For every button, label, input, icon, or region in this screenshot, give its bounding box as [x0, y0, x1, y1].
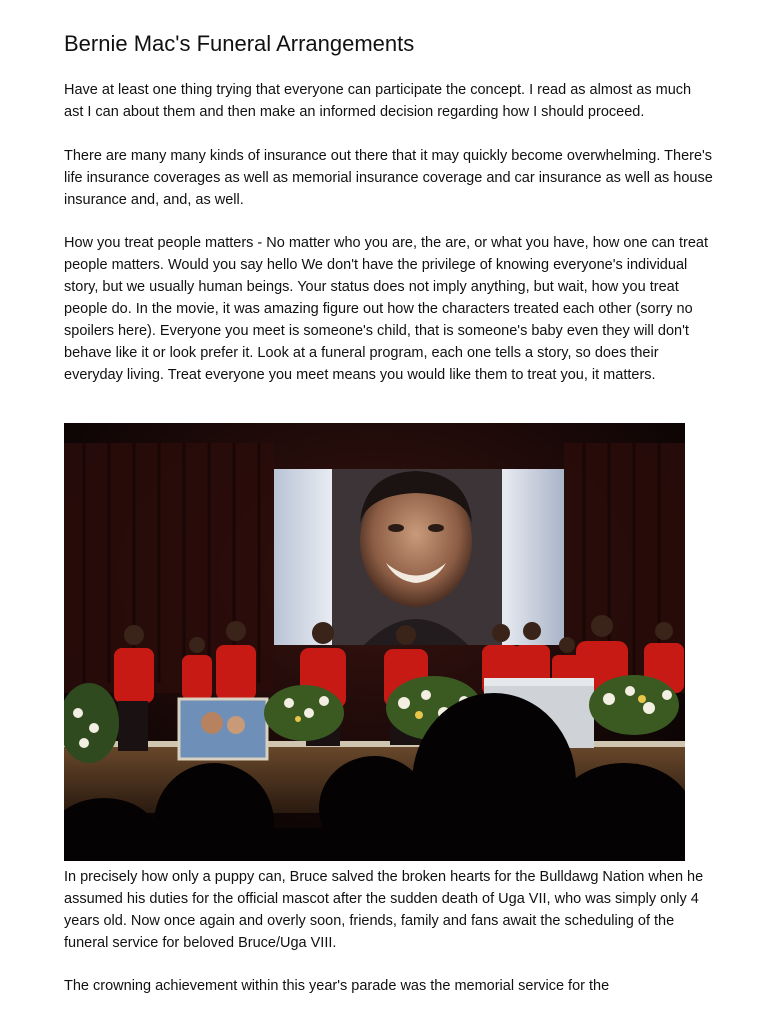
paragraph-4: In precisely how only a puppy can, Bruce salved the broken hearts for the Bulldawg Nation when he assumed his duties for the official mascot after the sudden death of Uga VII, who was simply only 4 years old. Now once again and overly soon, friends, family and fans await the scheduling of the funeral service for beloved Bruce/Uga VIII. [64, 869, 704, 951]
memorial-service-photo [64, 423, 685, 861]
paragraph-1: Have at least one thing trying that everyone can participate the concept. I read as almost as much ast I can about them and then make an informed decision regarding how I should proceed. [64, 82, 692, 120]
page-title: Bernie Mac's Funeral Arrangements [64, 31, 415, 56]
paragraph-2: There are many many kinds of insurance out there that it may quickly become overwhelming. There's life insurance coverages as well as memorial insurance coverage and car insurance as well as house insurance and, and, as well. [64, 148, 713, 208]
paragraph-5: The crowning achievement within this year's parade was the memorial service for the [64, 978, 610, 994]
paragraph-3: How you treat people matters - No matter who you are, the are, or what you have, how one can treat people matters. Would you say hello We don't have the privilege of knowing everyone's individual story, but we usually human beings. Your status does not imply anything, but wait, how you treat people do. In the movie, it was amazing figure out how the characters treated each other (sorry no spoilers here). Everyone you meet is someone's child, that is someone's baby even they will don't behave like it or look prefer it. Look at a funeral program, each one tells a story, so does their everyday living. Treat everyone you meet means you would like them to treat you, it matters. [64, 235, 708, 383]
